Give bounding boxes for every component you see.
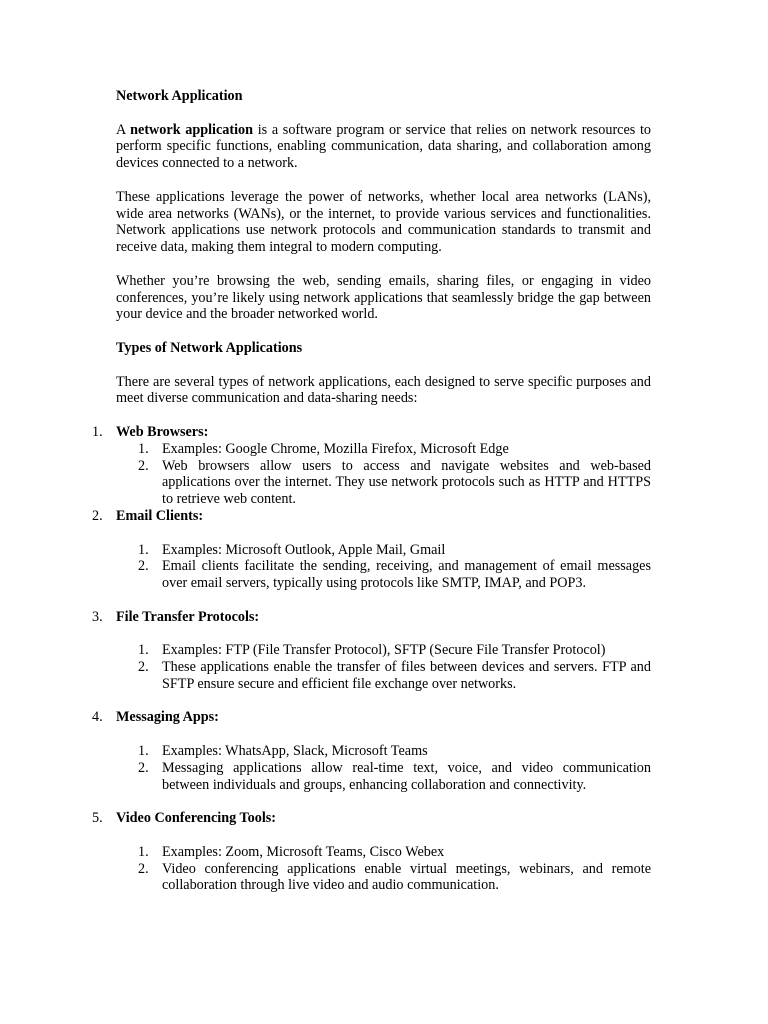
spacer bbox=[116, 793, 651, 810]
sublist-number: 2. bbox=[138, 457, 149, 474]
spacer bbox=[116, 726, 651, 743]
list-item-label: File Transfer Protocols: bbox=[116, 608, 260, 625]
sublist-item bbox=[116, 760, 651, 794]
intro-paragraph bbox=[116, 122, 651, 172]
sublist-number: 2. bbox=[138, 759, 149, 776]
sublist-number: 1. bbox=[138, 843, 149, 860]
sublist-item bbox=[116, 642, 651, 659]
sublist-text: Video conferencing applications enable virtual meetings, webinars, and remote collaboration through live video and audio communication. bbox=[162, 860, 651, 894]
section-intro: There are several types of network applications, each designed to serve specific purposes and meet diverse communication and data-sharing needs: bbox=[116, 373, 651, 407]
list-number: 2. bbox=[92, 507, 103, 524]
list-item-email-clients bbox=[92, 507, 651, 609]
sublist-number: 1. bbox=[138, 440, 149, 457]
sublist bbox=[116, 642, 651, 692]
sublist-number: 1. bbox=[138, 642, 149, 659]
sublist-number: 2. bbox=[138, 659, 149, 676]
sublist-number: 1. bbox=[138, 541, 149, 558]
list-number: 5. bbox=[92, 810, 103, 827]
spacer bbox=[116, 525, 651, 542]
spacer bbox=[116, 592, 651, 609]
sublist-item bbox=[116, 743, 651, 760]
sublist bbox=[116, 743, 651, 793]
sublist-text: Email clients facilitate the sending, receiving, and management of email messages over email servers, typically using protocols like SMTP, IMAP, and POP3. bbox=[162, 558, 651, 592]
sublist-text: Examples: Zoom, Microsoft Teams, Cisco Webex bbox=[162, 843, 445, 860]
paragraph-browsing: Whether you’re browsing the web, sending emails, sharing files, or engaging in video conferences, you’re likely using network applications that seamlessly bridge the gap between your device and the broader networked world. bbox=[116, 272, 651, 323]
sublist bbox=[116, 441, 651, 508]
sublist-text: Examples: Google Chrome, Mozilla Firefox, Microsoft Edge bbox=[162, 440, 509, 457]
document-title: Network Application bbox=[116, 88, 243, 104]
sublist-number: 2. bbox=[138, 558, 149, 575]
sublist-item bbox=[116, 861, 651, 895]
list-number: 1. bbox=[92, 423, 103, 440]
paragraph-networks: These applications leverage the power of networks, whether local area networks (LANs), wide area networks (WANs), or the internet, to provide various services and functionalities. Network applications use network protocols and communication standards to transmit and receive data, making them integral to modern computing. bbox=[116, 188, 651, 256]
intro-prefix: A bbox=[116, 121, 131, 138]
list-item-file-transfer bbox=[92, 608, 651, 710]
sublist-item bbox=[116, 844, 651, 861]
intro-bold-term: network application bbox=[130, 121, 254, 138]
sublist-number: 1. bbox=[138, 743, 149, 760]
sublist-item bbox=[116, 458, 651, 508]
sublist-text: Messaging applications allow real-time text, voice, and video communication between individuals and groups, enhancing collaboration and connectivity. bbox=[162, 759, 651, 793]
sublist-item bbox=[116, 558, 651, 592]
list-item-web-browsers bbox=[92, 423, 651, 508]
sublist bbox=[116, 542, 651, 592]
list-number: 4. bbox=[92, 709, 103, 726]
types-list bbox=[92, 423, 651, 894]
sublist bbox=[116, 844, 651, 894]
section-title: Types of Network Applications bbox=[116, 339, 303, 356]
sublist-item bbox=[116, 441, 651, 458]
list-item-label: Messaging Apps: bbox=[116, 709, 219, 726]
document-page bbox=[92, 88, 651, 894]
sublist-item bbox=[116, 542, 651, 559]
list-item-label: Web Browsers: bbox=[116, 423, 209, 440]
sublist-text: Web browsers allow users to access and navigate websites and web-based applications over the internet. They use network protocols such as HTTP and HTTPS to retrieve web content. bbox=[162, 457, 651, 508]
sublist-item bbox=[116, 659, 651, 693]
list-number: 3. bbox=[92, 608, 103, 625]
sublist-text: Examples: WhatsApp, Slack, Microsoft Teams bbox=[162, 743, 428, 760]
list-item-video-conferencing bbox=[92, 810, 651, 894]
spacer bbox=[116, 626, 651, 643]
spacer bbox=[116, 693, 651, 710]
spacer bbox=[116, 827, 651, 844]
sublist-text: Examples: Microsoft Outlook, Apple Mail, Gmail bbox=[162, 541, 446, 558]
sublist-number: 2. bbox=[138, 860, 149, 877]
list-item-label: Email Clients: bbox=[116, 507, 204, 524]
intro-rest: is a software program or service that relies on network resources to perform specific functions, enabling communication, data sharing, and collaboration among devices connected to a network. bbox=[116, 121, 651, 172]
list-item-messaging-apps bbox=[92, 709, 651, 810]
list-item-label: Video Conferencing Tools: bbox=[116, 810, 277, 827]
sublist-text: These applications enable the transfer of files between devices and servers. FTP and SFTP ensure secure and efficient file exchange over networks. bbox=[162, 659, 651, 692]
sublist-text: Examples: FTP (File Transfer Protocol), SFTP (Secure File Transfer Protocol) bbox=[162, 642, 606, 659]
